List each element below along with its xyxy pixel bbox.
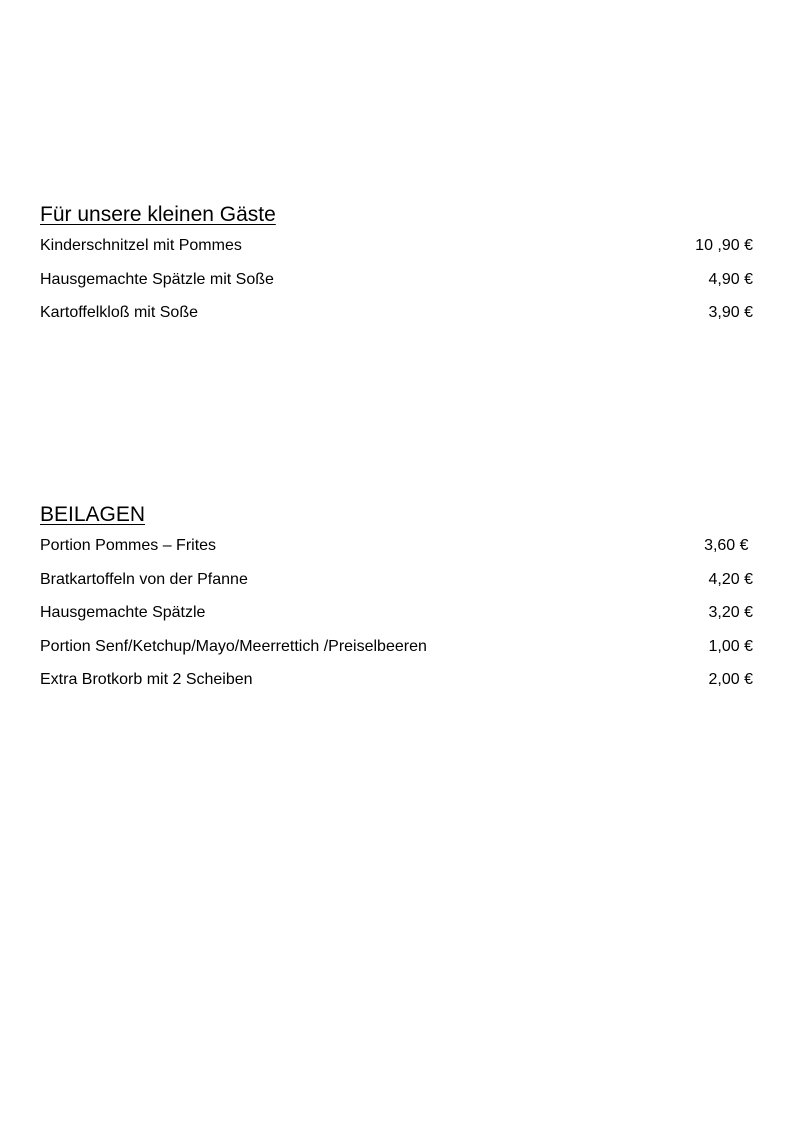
menu-item — [40, 535, 753, 569]
menu-item-name: Bratkartoffeln von der Pfanne — [40, 570, 248, 588]
menu-item-name: Hausgemachte Spätzle mit Soße — [40, 270, 274, 288]
menu-item — [40, 602, 753, 636]
menu-item-name: Hausgemachte Spätzle — [40, 604, 206, 622]
menu-item — [40, 269, 753, 303]
menu-item — [40, 636, 753, 670]
menu-item-name: Kinderschnitzel mit Pommes — [40, 237, 242, 254]
menu-item — [40, 302, 753, 336]
menu-item-price: 4,20 € — [708, 570, 753, 588]
section-title: Für unsere kleinen Gäste — [40, 203, 276, 226]
menu-list — [40, 535, 753, 703]
menu-item — [40, 235, 753, 269]
side-dishes-section — [40, 502, 753, 703]
menu-item-name: Portion Senf/Ketchup/Mayo/Meerrettich /Preiselbeeren — [40, 637, 427, 655]
menu-item-name: Kartoffelkloß mit Soße — [40, 304, 198, 322]
kids-menu-section — [40, 202, 753, 336]
menu-list — [40, 235, 753, 336]
menu-item-price: 2,00 € — [708, 671, 753, 689]
menu-item-price: 3,60 € — [704, 537, 753, 554]
menu-item-price: 4,90 € — [708, 270, 753, 288]
menu-item-price: 10 ,90 € — [695, 237, 753, 254]
menu-item-price: 1,00 € — [708, 637, 753, 655]
section-title: BEILAGEN — [40, 503, 146, 526]
menu-item-price: 3,20 € — [708, 604, 753, 622]
menu-item-price: 3,90 € — [708, 304, 753, 322]
menu-item-name: Portion Pommes – Frites — [40, 537, 217, 554]
menu-item-name: Extra Brotkorb mit 2 Scheiben — [40, 671, 253, 689]
menu-item — [40, 569, 753, 603]
menu-item — [40, 669, 753, 703]
